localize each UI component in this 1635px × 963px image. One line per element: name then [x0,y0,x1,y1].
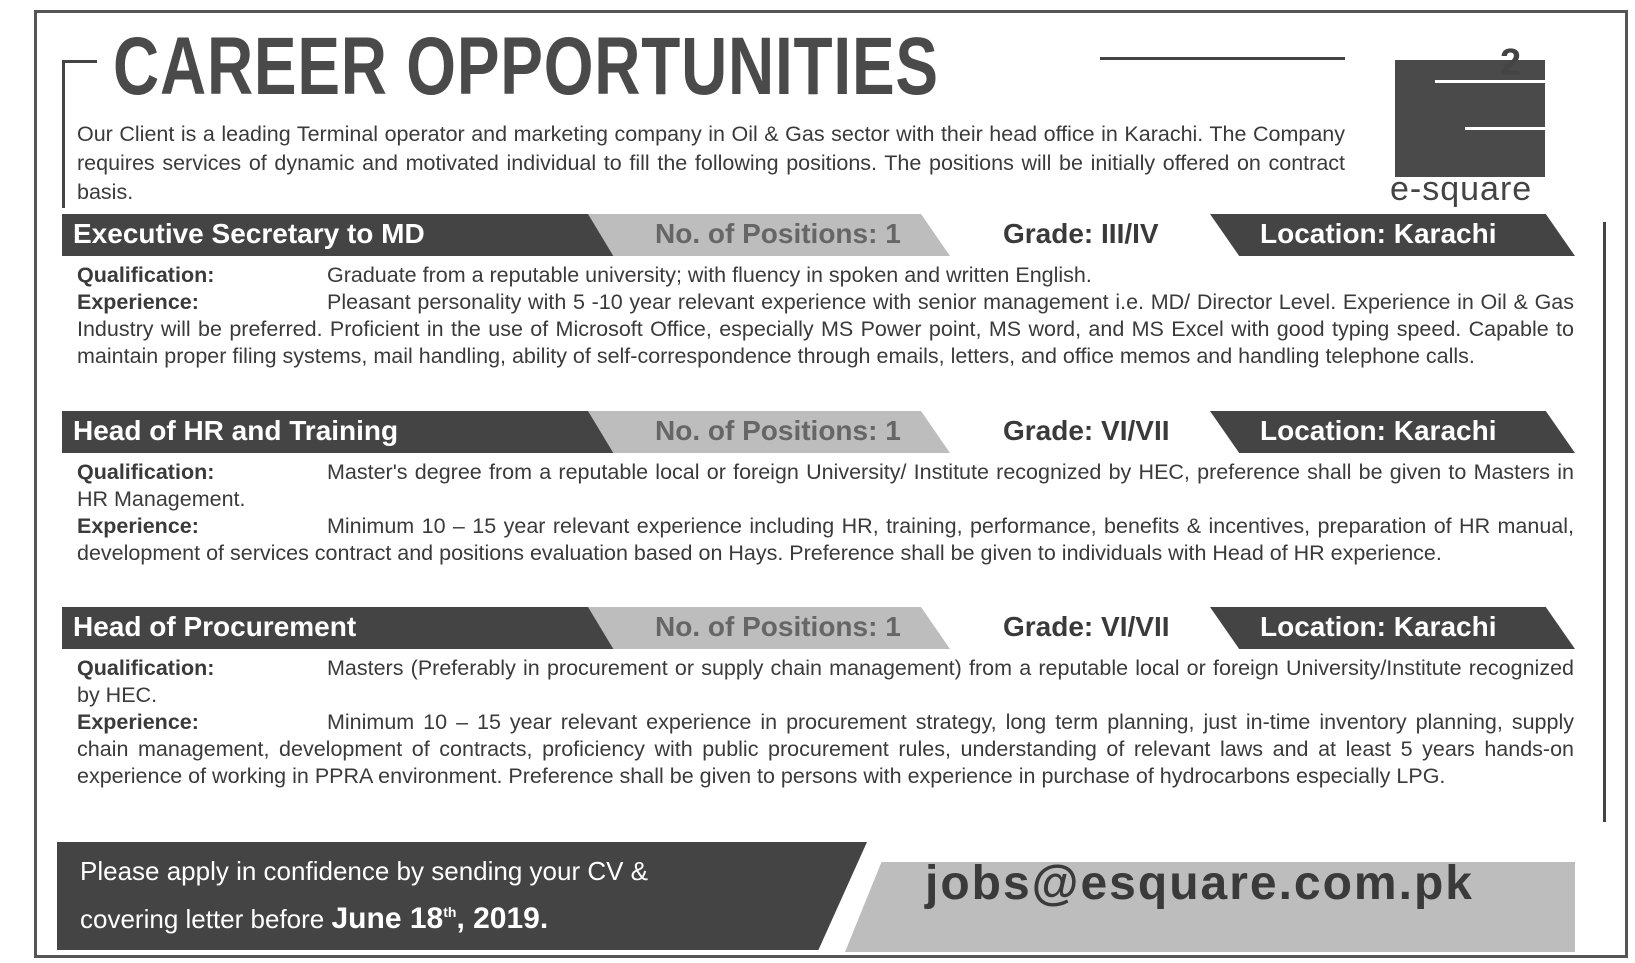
logo-line-top [1435,80,1545,83]
job-grade: Grade: VI/VII [1003,611,1170,642]
positions-count: No. of Positions: 1 [655,218,901,249]
positions-count: No. of Positions: 1 [655,611,901,642]
job-details [77,459,1574,567]
deadline-date: June 18th, 2019. [331,902,549,935]
experience-row [77,513,1574,567]
experience-text: Minimum 10 – 15 year relevant experience including HR, training, performance, benefits & incentives, preparation of HR manual, development of services contract and positions evaluation based on Hays. Preference shall be given to individuals with Head of HR experience. [77,514,1574,565]
logo-mark [1395,60,1545,177]
qualification-text: Masters (Preferably in procurement or supply chain management) from a reputable local or foreign University/Institute recognized by HEC. [77,656,1574,707]
job-grade: Grade: III/IV [1003,218,1159,249]
page-title: CAREER OPPORTUNITIES [113,21,939,112]
job-details [77,262,1574,370]
qualification-text: Graduate from a reputable university; with fluency in spoken and written English. [327,263,1092,287]
job-title: Executive Secretary to MD [73,218,425,249]
title-rule-right [1100,57,1345,60]
job-title: Head of HR and Training [73,415,399,446]
positions-count: No. of Positions: 1 [655,415,901,446]
experience-label: Experience: [77,290,199,314]
experience-row [77,289,1574,370]
experience-text: Pleasant personality with 5 -10 year relevant experience with senior management i.e. MD/ Director Level. Experience in Oil & Gas Industry will be preferred. Proficient in the use of Microsoft Office, especially MS Power point, MS word, and MS Excel with good typing speed. Capable to maintain proper filing systems, mail handling, ability of self-correspondence through emails, letters, and office memos and handling telephone calls. [77,290,1574,368]
experience-label: Experience: [77,710,199,734]
qualification-text: Master's degree from a reputable local or foreign University/ Institute recognized by HEC, preference shall be given to Masters in HR Management. [77,460,1574,511]
job-details [77,655,1574,790]
intro-paragraph: Our Client is a leading Terminal operator and marketing company in Oil & Gas sector with their head office in Karachi. The Company requires services of dynamic and motivated individual to fill the following positions. The positions will be initially offered on contract basis. [77,122,1345,204]
job-title: Head of Procurement [73,611,357,642]
qualification-row [77,459,1574,513]
logo-line-bottom [1465,127,1545,130]
qualification-row [77,655,1574,709]
experience-label: Experience: [77,514,199,538]
contact-email[interactable]: jobs@esquare.com.pk [925,857,1474,910]
apply-line-1: Please apply in confidence by sending your CV & [80,856,649,886]
qualification-label: Qualification: [77,263,215,287]
title-rule-left [62,60,97,63]
apply-instructions [80,851,648,940]
job-grade: Grade: VI/VII [1003,415,1170,446]
experience-text: Minimum 10 – 15 year relevant experience in procurement strategy, long term planning, just in-time inventory planning, supply chain management, development of contracts, proficiency with public procurement rules, understanding of relevant laws and at least 5 years hands-on experience of working in PPRA environment. Preference shall be given to persons with experience in purchase of hydrocarbons especially LPG. [77,710,1574,788]
title-rule-left-vertical [62,60,65,208]
job-location: Location: Karachi [1260,611,1497,642]
job-location: Location: Karachi [1260,218,1497,249]
experience-row [77,709,1574,790]
right-rule [1603,222,1606,822]
job-location: Location: Karachi [1260,415,1497,446]
logo-number: 2 [1500,42,1522,84]
qualification-row [77,262,1574,289]
logo-text: e-square [1390,170,1533,208]
qualification-label: Qualification: [77,656,215,680]
qualification-label: Qualification: [77,460,215,484]
apply-line-2: covering letter before June 18th, 2019. [80,902,549,935]
